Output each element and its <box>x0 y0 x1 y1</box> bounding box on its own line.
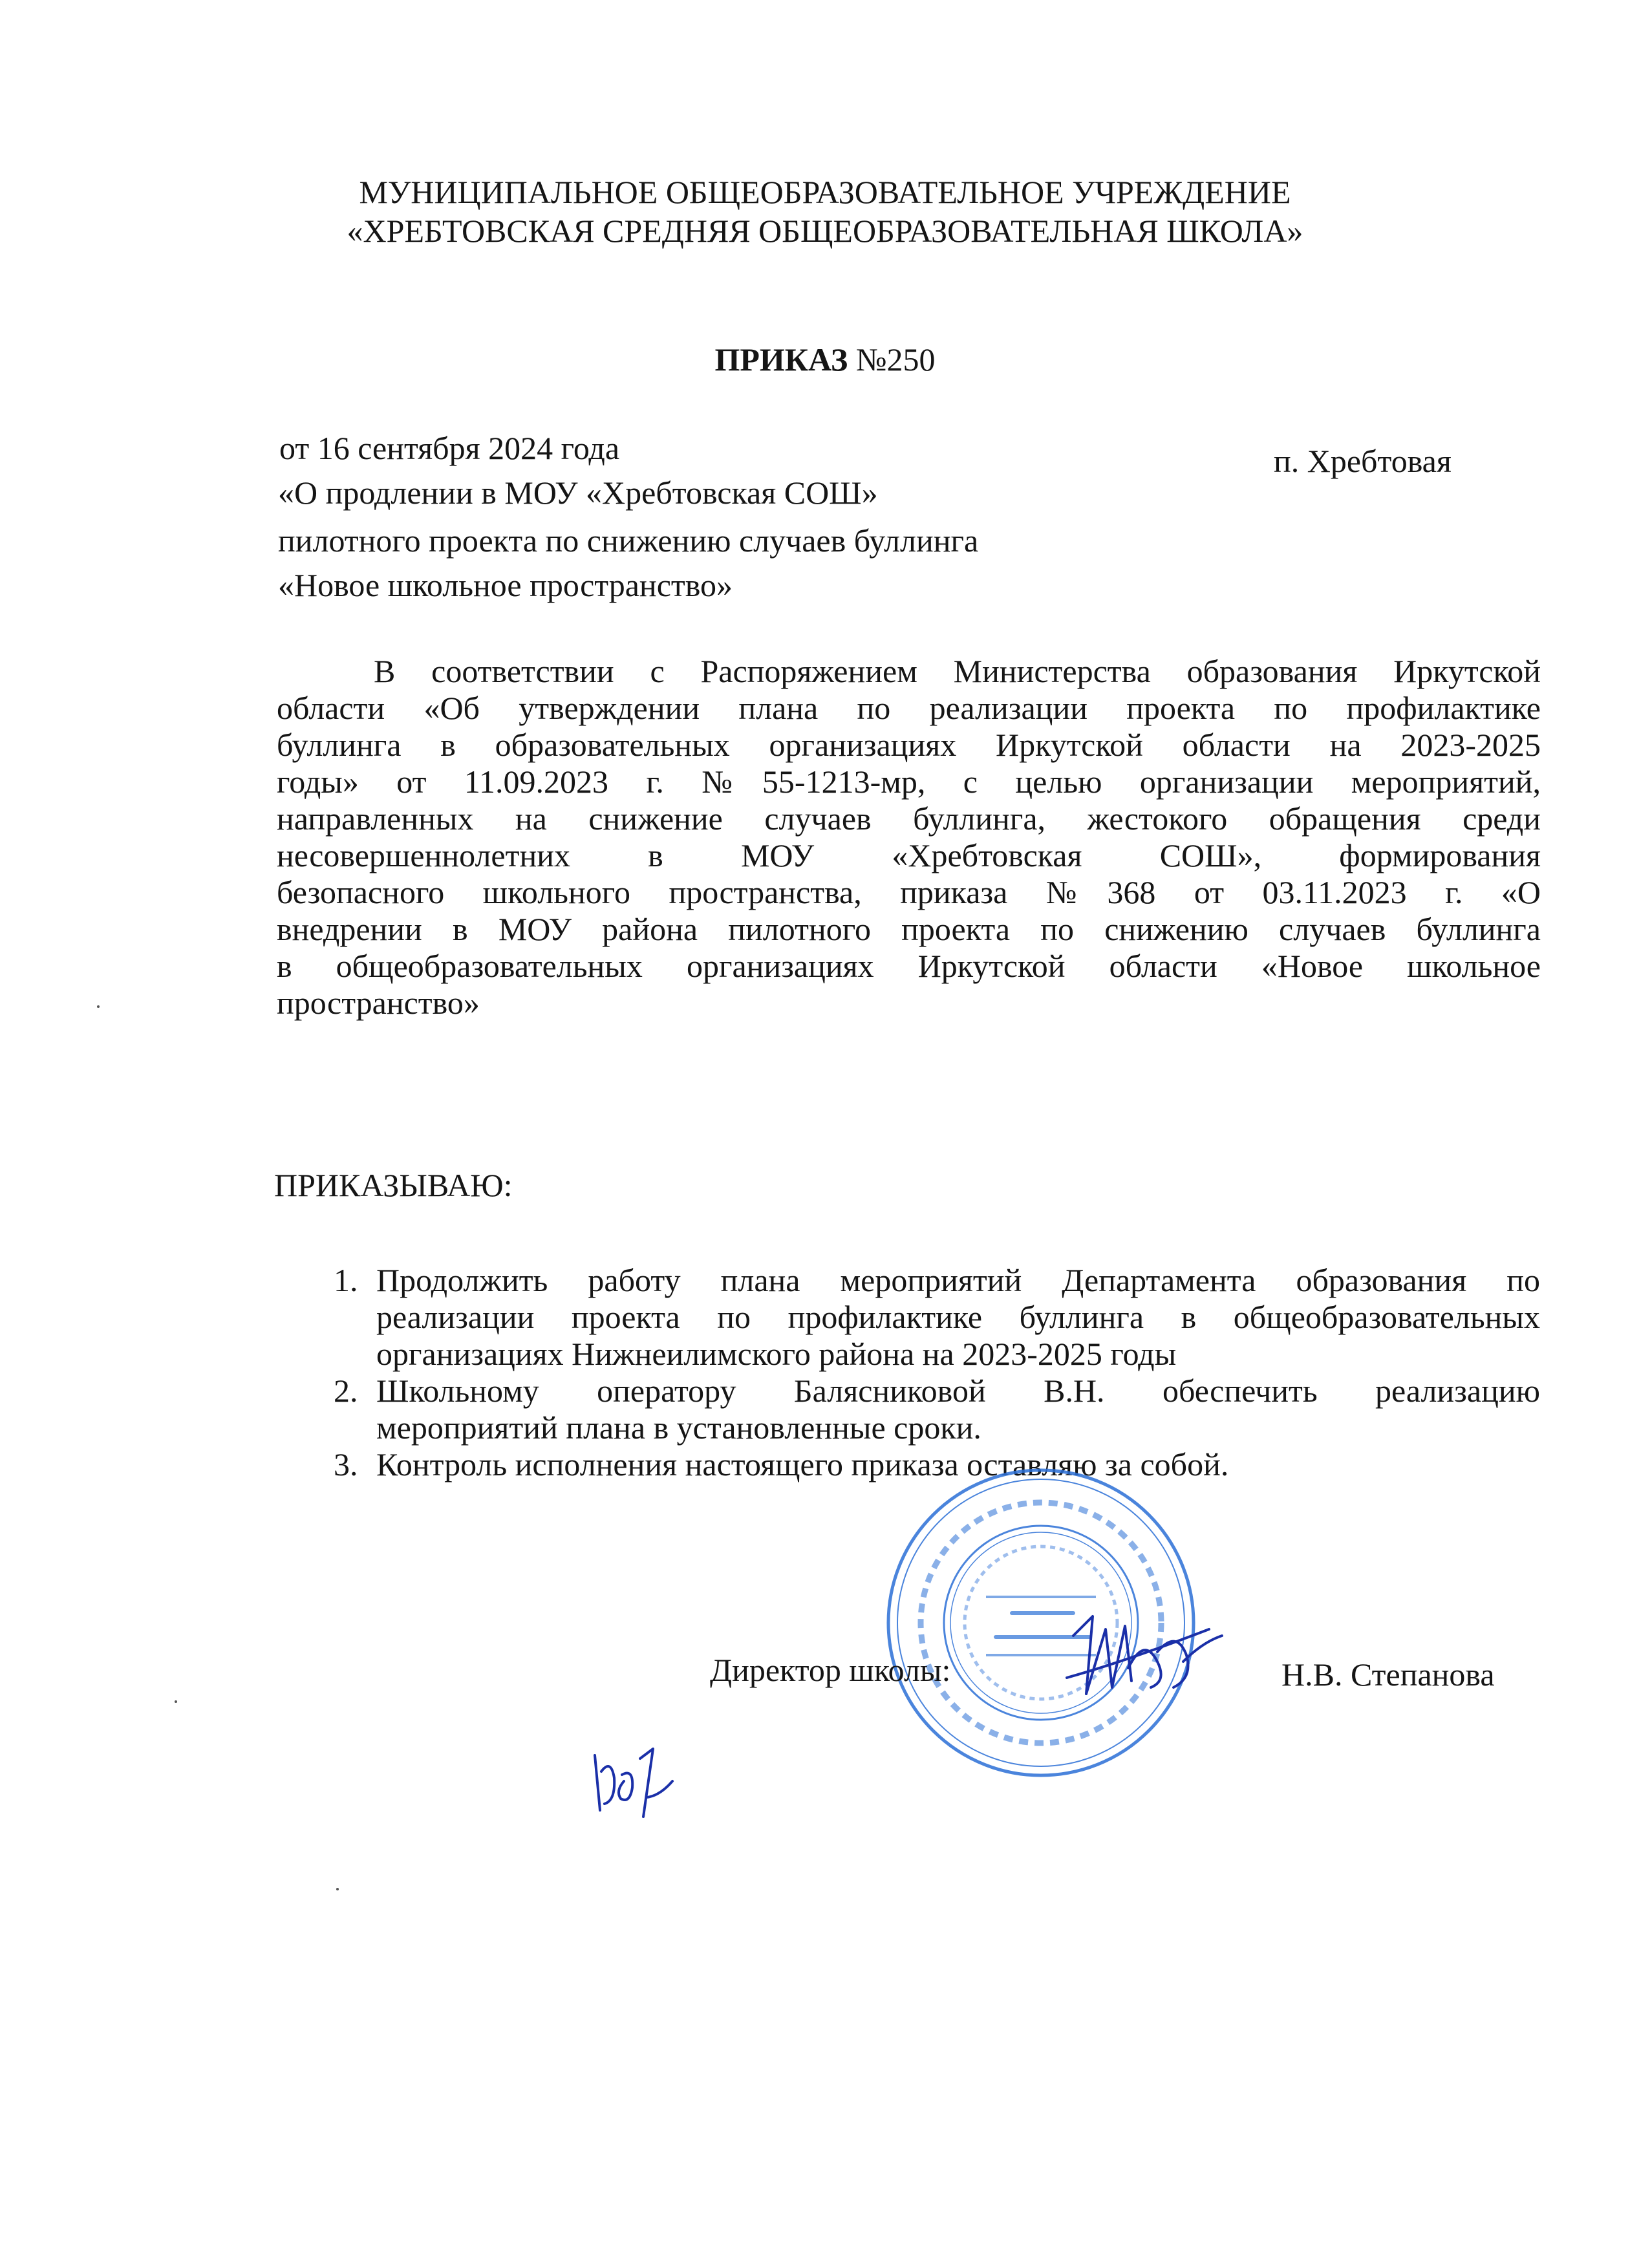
order-number: №250 <box>855 341 936 378</box>
scan-speck <box>175 1700 177 1703</box>
list-item-line: Школьному оператору Балясниковой В.Н. обеспечить реализацию <box>376 1373 1540 1409</box>
list-item <box>334 1373 1540 1446</box>
preamble-line: буллинга в образовательных организациях Иркутской области на 2023-2025 <box>277 727 1541 763</box>
list-item-line: реализации проекта по профилактике буллинга в общеобразовательных <box>376 1299 1540 1335</box>
list-item-marker: 2. <box>334 1373 358 1409</box>
directive-heading: ПРИКАЗЫВАЮ: <box>274 1167 513 1203</box>
school-name-line: «ХРЕБТОВСКАЯ СРЕДНЯЯ ОБЩЕОБРАЗОВАТЕЛЬНАЯ ШКОЛА» <box>347 213 1303 249</box>
preamble-line: годы» от 11.09.2023 г. №55-1213-мр, с целью организации мероприятий, <box>277 764 1541 800</box>
signatory-position: Директор школы: <box>710 1652 951 1688</box>
signatory-name: Н.В. Степанова <box>1281 1656 1495 1693</box>
scan-speck <box>97 1005 100 1008</box>
list-item-line: организациях Нижнеилимского района на 2023-2025 годы <box>376 1336 1177 1372</box>
school-type-line: МУНИЦИПАЛЬНОЕ ОБЩЕОБРАЗОВАТЕЛЬНОЕ УЧРЕЖДЕНИЕ <box>359 174 1291 210</box>
preamble-line: в общеобразовательных организациях Иркутской области «Новое школьное <box>277 948 1541 984</box>
order-subject-line: пилотного проекта по снижению случаев буллинга <box>278 522 979 559</box>
order-date: от 16 сентября 2024 года <box>279 430 620 466</box>
preamble-line: направленных на снижение случаев буллинга, жестокого обращения среди <box>277 800 1541 837</box>
preamble-line: внедрении в МОУ района пилотного проекта по снижению случаев буллинга <box>277 911 1541 947</box>
preamble-line: безопасного школьного пространства, приказа №368 от 03.11.2023 г. «О <box>277 874 1541 910</box>
list-item-marker: 3. <box>334 1446 358 1482</box>
scan-speck <box>336 1888 339 1890</box>
list-item-marker: 1. <box>334 1262 358 1298</box>
preamble-line: В соответствии с Распоряжением Министерства образования Иркутской <box>374 653 1541 689</box>
order-subject-line: «Новое школьное пространство» <box>278 567 733 603</box>
order-title <box>0 343 1650 376</box>
list-item <box>334 1262 1540 1373</box>
preamble-paragraph <box>277 653 1541 1022</box>
order-subject-line: «О продлении в МОУ «Хребтовская СОШ» <box>278 475 878 511</box>
preamble-line: области «Об утверждении плана по реализации проекта по профилактике <box>277 690 1541 726</box>
list-item-line: Продолжить работу плана мероприятий Департамента образования по <box>376 1262 1540 1298</box>
order-place: п. Хребтовая <box>1274 443 1452 479</box>
order-items-list <box>334 1262 1540 1483</box>
handwritten-signature <box>1047 1590 1241 1746</box>
order-title-word: ПРИКАЗ <box>714 341 848 378</box>
preamble-line: пространство» <box>277 985 480 1021</box>
list-item-line: Контроль исполнения настоящего приказа оставляю за собой. <box>376 1446 1229 1482</box>
list-item-line: мероприятий плана в установленные сроки. <box>376 1409 981 1446</box>
handwritten-initials <box>582 1720 685 1836</box>
preamble-line: несовершеннолетних в МОУ «Хребтовская СОШ», формирования <box>277 837 1541 873</box>
